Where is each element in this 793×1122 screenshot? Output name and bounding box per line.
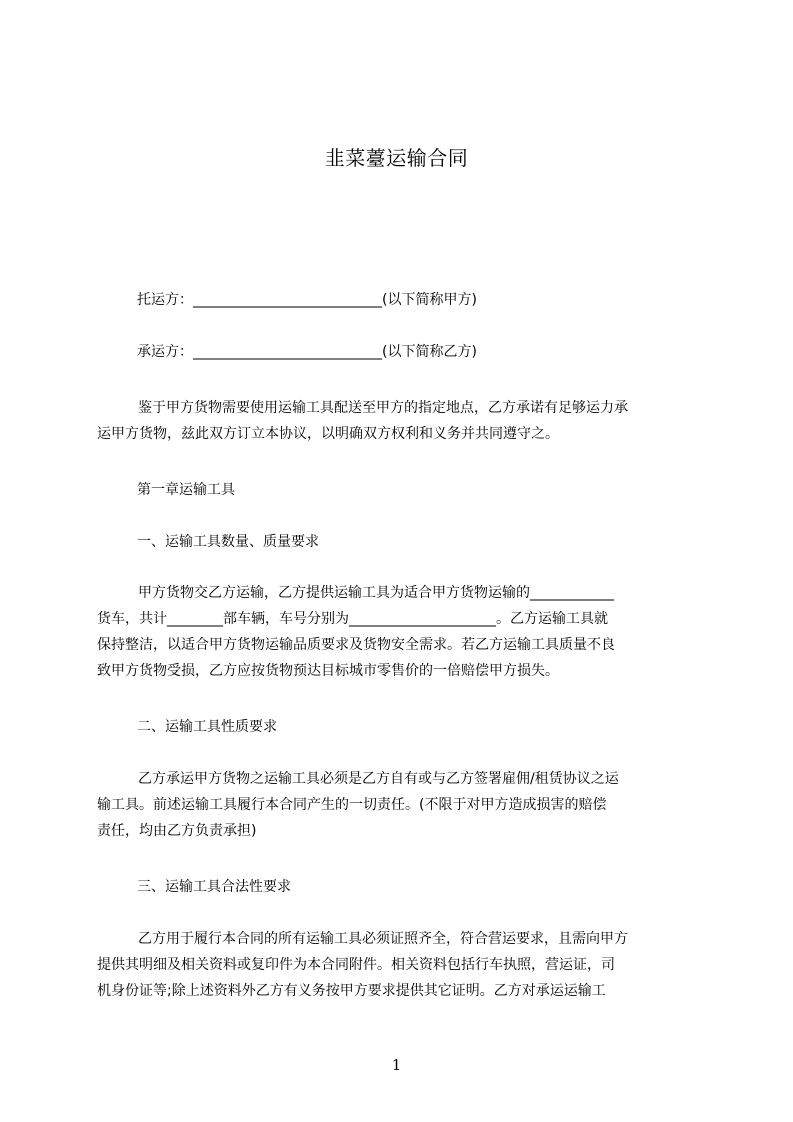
section-heading: 三、运输工具合法性要求 <box>137 879 291 895</box>
section-heading: 一、运输工具数量、质量要求 <box>137 534 319 550</box>
chapter-heading: 第一章运输工具 <box>137 482 235 498</box>
section-heading: 二、运输工具性质要求 <box>137 719 277 735</box>
section2-line: 乙方承运甲方货物之运输工具必须是乙方自有或与乙方签署雇佣/租赁协议之运 <box>138 771 619 787</box>
section2-line: 输工具。前述运输工具履行本合同产生的一切责任。(不限于对甲方造成损害的赔偿 <box>97 797 607 813</box>
section3-line: 机身份证等;除上述资料外乙方有义务按甲方要求提供其它证明。乙方对承运运输工 <box>97 983 606 999</box>
document-title: 韭菜薹运输合同 <box>324 146 469 170</box>
section1-line: 甲方货物交乙方运输，乙方提供运输工具为适合甲方货物运输的____________ <box>138 585 614 601</box>
section2-line: 责任，均由乙方负责承担) <box>97 823 257 839</box>
section1-line: 货车，共计________部车辆，车号分别为_____________________。乙方运输工具就 <box>97 611 608 627</box>
carrier-line: 承运方：___________________________(以下简称乙方) <box>137 344 477 360</box>
page-number: 1 <box>391 1056 402 1074</box>
section1-line: 保持整洁，以适合甲方货物运输品质要求及货物安全需求。若乙方运输工具质量不良 <box>97 637 615 653</box>
consignor-line: 托运方：___________________________(以下简称甲方) <box>137 292 477 308</box>
preamble-line: 运甲方货物，兹此双方订立本协议，以明确双方权利和义务并共同遵守之。 <box>97 426 559 442</box>
section1-line: 致甲方货物受损，乙方应按货物预达目标城市零售价的一倍赔偿甲方损失。 <box>97 663 559 679</box>
section3-line: 乙方用于履行本合同的所有运输工具必须证照齐全，符合营运要求，且需向甲方 <box>138 931 628 947</box>
section3-line: 提供其明细及相关资料或复印件为本合同附件。相关资料包括行车执照，营运证，司 <box>97 957 615 973</box>
preamble-line: 鉴于甲方货物需要使用运输工具配送至甲方的指定地点，乙方承诺有足够运力承 <box>138 400 628 416</box>
